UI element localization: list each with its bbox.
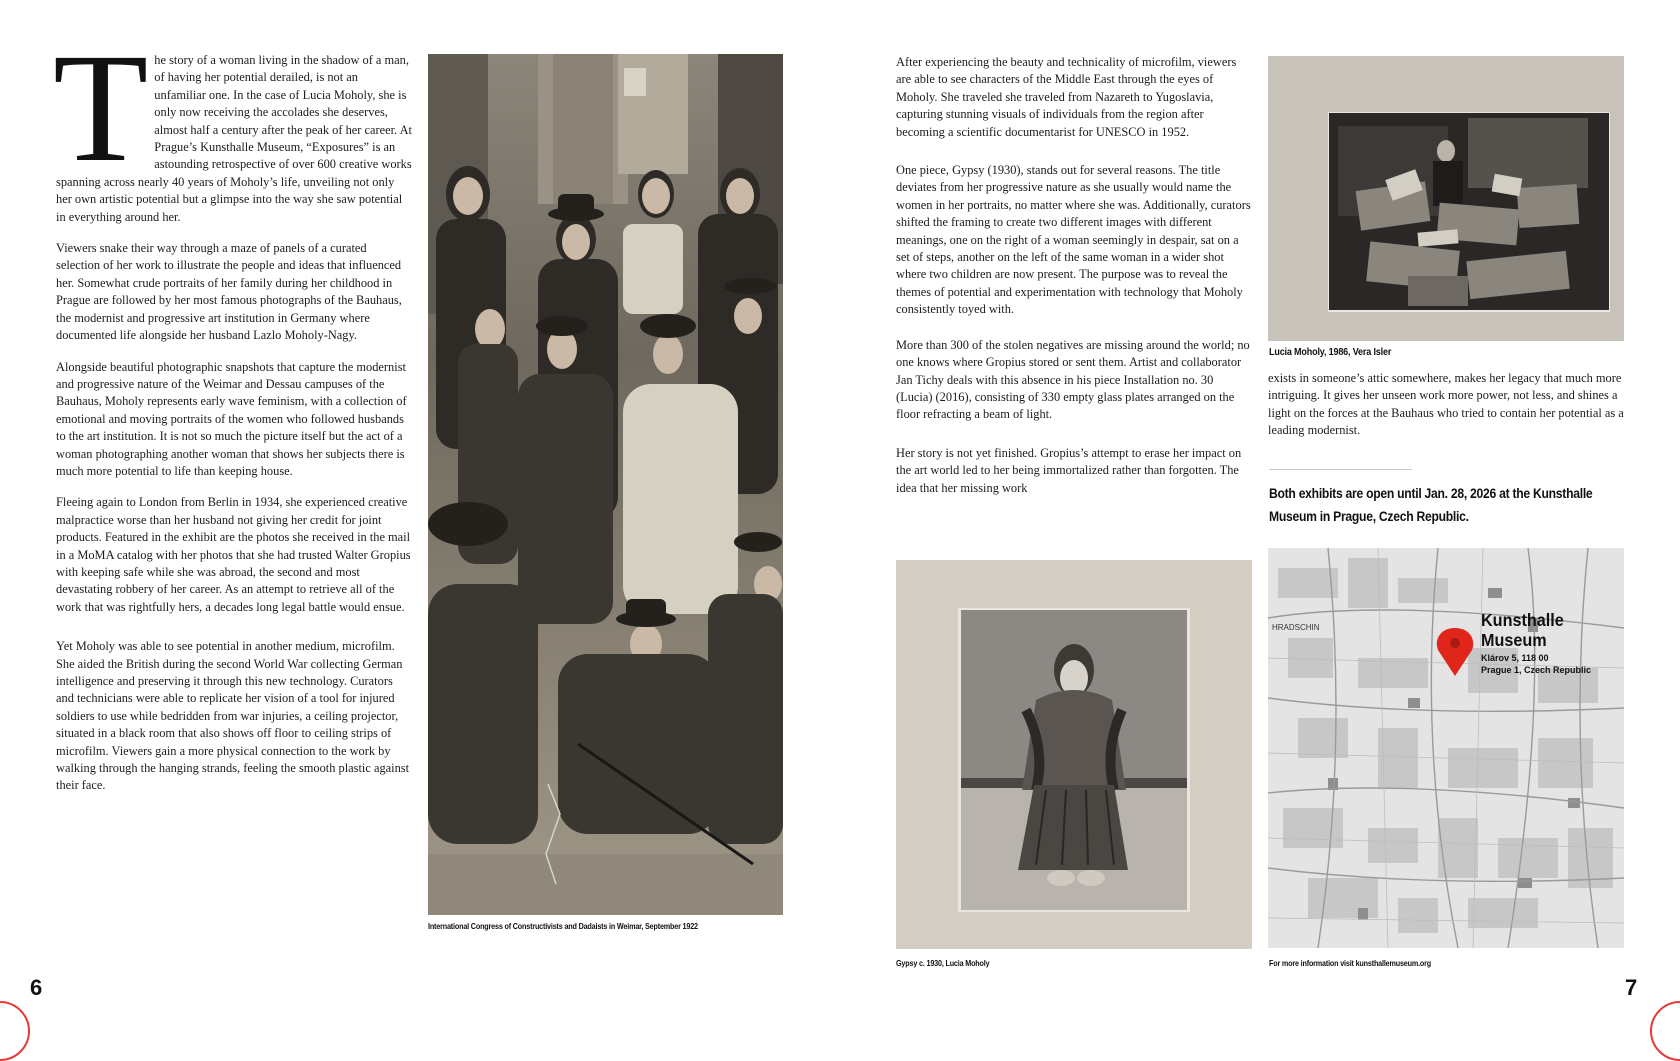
map-address-line2: Prague 1, Czech Republic [1481,665,1592,675]
page-number-right: 7 [1625,975,1638,1000]
gypsy-photo [896,560,1252,949]
moholy-portrait-caption: Lucia Moholy, 1986, Vera Isler [1269,346,1392,358]
exhibit-callout: Both exhibits are open until Jan. 28, 2026 at the Kunsthalle Museum in Prague, Czech Republic. [1269,486,1593,524]
street-map-illustration [1268,548,1624,948]
group-photo-caption: International Congress of Constructivists and Dadaists in Weimar, September 1922 [428,921,698,931]
corner-arc-left [0,1001,30,1061]
body-paragraph: Her story is not yet finished. Gropius’s attempt to erase her impact on the art world led to her being immortalized rather than forgotten. The idea that her missing work [896,445,1242,495]
gypsy-photo-illustration [896,560,1252,949]
drop-cap: T [53,21,149,194]
map-title-line1: Kunsthalle [1481,610,1564,631]
intro-text: he story of a woman living in the shadow of a man, of having her potential derailed, is not an unfamiliar one. In the case of Lucia Moholy, she is only now receiving the accolades she deserves, almost half a century after the peak of her career. At Prague’s Kunsthalle Museum, “Exposures” is an astounding retrospective of over 600 creative works spanning across nearly 40 years of Moholy’s life, unveiling not only her own artistic potential but a glimpse into the way she saw potential in everything around her. [56,53,412,224]
map-address-line1: Klárov 5, 118 00 [1481,653,1549,663]
divider-rule [1269,469,1412,470]
page-number-left: 6 [30,975,43,1000]
group-photo [428,54,783,915]
map-title-line2: Museum [1481,630,1547,651]
body-paragraph: Alongside beautiful photographic snapshots that capture the modernist and progressive nature of the Weimar and Dessau campuses of the Bauhaus, Moholy represents early wave feminism, with a collection of emotional and moving portraits of the women who followed husbands to the art institution. It is not so much the picture itself but the act of a woman photographing another woman that shows her subjects there is much more potential to life than keeping house. [56,359,407,478]
body-paragraph: Fleeing again to London from Berlin in 1934, she experienced creative malpractice worse than her husband not giving her credit for joint products. Featured in the exhibit are the photos she received in the mail in a MoMA catalog with her photos that she had trusted Walter Gropius with keeping safe while she was abroad, the second and most devastating robbery of her career. As an attempt to retrieve all of the work that was rightfully hers, a decades long legal battle would ensue. [56,495,411,614]
body-paragraph: More than 300 of the stolen negatives are missing around the world; no one knows where Gropius stored or sent them. Artist and collaborator Jan Tichy deals with this absence in his piece Installation no. 30 (Lucia) (2016), consisting of 330 empty glass plates arranged on the floor refracting a beam of light. [896,337,1250,422]
right-column-text [896,54,1252,511]
intro-paragraph [53,21,412,226]
body-paragraph: Yet Moholy was able to see potential in another medium, microfilm. She aided the British during the second World War collecting German intelligence and preserving it through this new technology. Curators and technicians were able to replicate her vision of a tool for injured soldiers to use while bedridden from war injuries, a ceiling projector, situated in a black room that also shows off floor to ceiling strips of microfilm. Viewers gain a more physical connection to the work by walking through the hanging strands, feeling the smooth plastic against their face. [56,639,410,793]
map-district-label: HRADSCHIN [1272,623,1320,632]
kunsthalle-map [1268,548,1624,948]
gypsy-photo-caption: Gypsy c. 1930, Lucia Moholy [896,958,990,968]
right-column-continuation: exists in someone’s attic somewhere, makes her legacy that much more intriguing. It gives her unseen work more power, not less, and shines a light on the forces at the Bauhaus who tried to contain her potential as a leading modernist. [1268,371,1624,438]
body-paragraph: Viewers snake their way through a maze of panels of a curated selection of her work to illustrate the people and ideas that influenced her. Somewhat crude portraits of her family during her childhood in Prague are followed by her most famous photographs of the Bauhaus, the modernist and progressive art institution in Germany where documented life alongside her husband Lazlo Moholy-Nagy. [56,241,402,343]
map-caption: For more information visit kunsthallemuseum.org [1269,958,1432,968]
body-paragraph: After experiencing the beauty and technicality of microfilm, viewers are able to see characters of the Middle East through the eyes of Moholy. She traveled she traveled from Nazareth to Yugoslavia, capturing stunning visuals of individuals from the region after becoming a scientific documentarist for UNESCO in 1952. [896,55,1237,139]
moholy-portrait-illustration [1268,56,1624,341]
moholy-portrait-photo [1268,56,1624,341]
corner-arc-right [1650,1001,1680,1061]
left-column-text [53,21,412,809]
body-paragraph: One piece, Gypsy (1930), stands out for several reasons. The title deviates from her progressive nature as she usually would name the women in her portraits, no matter where she was. Additionally, curators shifted the framing to create two different images with different meanings, one on the right of a woman seemingly in despair, sat on a set of steps, another on the left of the same woman in a wider shot where two children are now present. The purpose was to reveal the themes of potential and experimentation with technology that Moholy consistently toyed with. [896,163,1251,317]
group-photo-illustration [428,54,783,915]
